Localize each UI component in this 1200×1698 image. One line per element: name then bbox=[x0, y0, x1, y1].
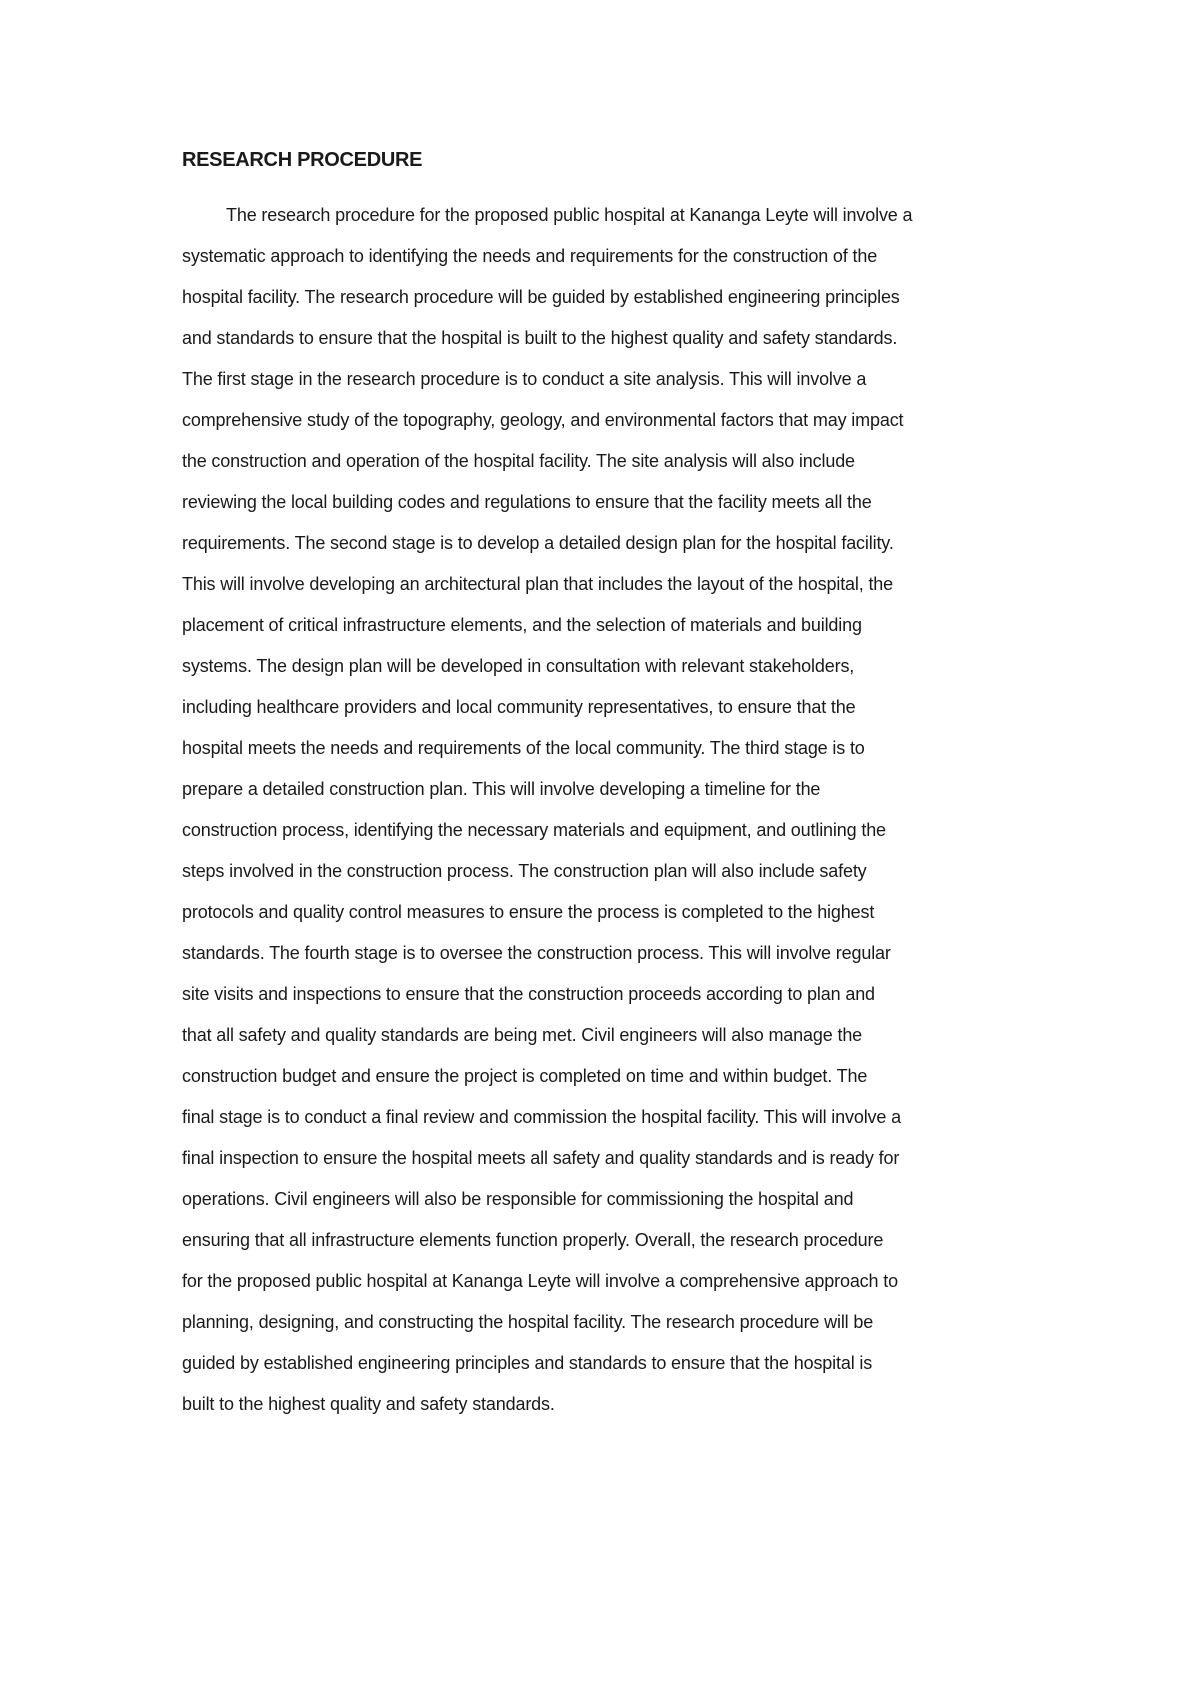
paragraph-line: planning, designing, and constructing the hospital facility. The research procedure will be bbox=[182, 1312, 874, 1332]
paragraph-line: site visits and inspections to ensure that the construction proceeds according to plan and bbox=[182, 984, 875, 1004]
paragraph-line: placement of critical infrastructure elements, and the selection of materials and building bbox=[182, 615, 862, 635]
paragraph-line: the construction and operation of the hospital facility. The site analysis will also include bbox=[182, 451, 855, 471]
paragraph-line: standards. The fourth stage is to oversee the construction process. This will involve regular bbox=[182, 943, 891, 963]
paragraph-line: The research procedure for the proposed public hospital at Kananga Leyte will involve a bbox=[226, 205, 913, 225]
paragraph-line: final stage is to conduct a final review and commission the hospital facility. This will involve a bbox=[182, 1107, 901, 1127]
section-heading: RESEARCH PROCEDURE bbox=[182, 149, 423, 171]
paragraph-line: that all safety and quality standards are being met. Civil engineers will also manage the bbox=[182, 1025, 863, 1045]
paragraph-line: guided by established engineering principles and standards to ensure that the hospital is bbox=[182, 1353, 873, 1373]
paragraph-line: ensuring that all infrastructure elements function properly. Overall, the research procedure bbox=[182, 1230, 884, 1250]
paragraph-line: The first stage in the research procedure is to conduct a site analysis. This will involve a bbox=[182, 369, 867, 389]
paragraph-line: reviewing the local building codes and regulations to ensure that the facility meets all the bbox=[182, 492, 872, 512]
paragraph-line: prepare a detailed construction plan. This will involve developing a timeline for the bbox=[182, 779, 821, 799]
paragraph-line: including healthcare providers and local community representatives, to ensure that the bbox=[182, 697, 856, 717]
paragraph-line: construction process, identifying the necessary materials and equipment, and outlining the bbox=[182, 820, 886, 840]
paragraph-line: systematic approach to identifying the needs and requirements for the construction of the bbox=[182, 246, 878, 266]
paragraph-line: for the proposed public hospital at Kananga Leyte will involve a comprehensive approach to bbox=[182, 1271, 898, 1291]
paragraph-line: hospital meets the needs and requirements of the local community. The third stage is to bbox=[182, 738, 865, 758]
paragraph-line: final inspection to ensure the hospital meets all safety and quality standards and is ready for bbox=[182, 1148, 900, 1168]
paragraph-line: built to the highest quality and safety standards. bbox=[182, 1394, 555, 1414]
paragraph-line: systems. The design plan will be developed in consultation with relevant stakeholders, bbox=[182, 656, 855, 676]
paragraph-line: steps involved in the construction process. The construction plan will also include safety bbox=[182, 861, 867, 881]
body-paragraph bbox=[182, 195, 1022, 1425]
paragraph-line: construction budget and ensure the project is completed on time and within budget. The bbox=[182, 1066, 868, 1086]
paragraph-line: comprehensive study of the topography, geology, and environmental factors that may impact bbox=[182, 410, 904, 430]
paragraph-line: protocols and quality control measures to ensure the process is completed to the highest bbox=[182, 902, 875, 922]
paragraph-line: requirements. The second stage is to develop a detailed design plan for the hospital facility. bbox=[182, 533, 894, 553]
paragraph-line: and standards to ensure that the hospital is built to the highest quality and safety standards. bbox=[182, 328, 898, 348]
paragraph-line: hospital facility. The research procedure will be guided by established engineering principles bbox=[182, 287, 900, 307]
document-body bbox=[182, 147, 1022, 1425]
paragraph-line: This will involve developing an architectural plan that includes the layout of the hospital, the bbox=[182, 574, 894, 594]
paragraph-line: operations. Civil engineers will also be responsible for commissioning the hospital and bbox=[182, 1189, 854, 1209]
